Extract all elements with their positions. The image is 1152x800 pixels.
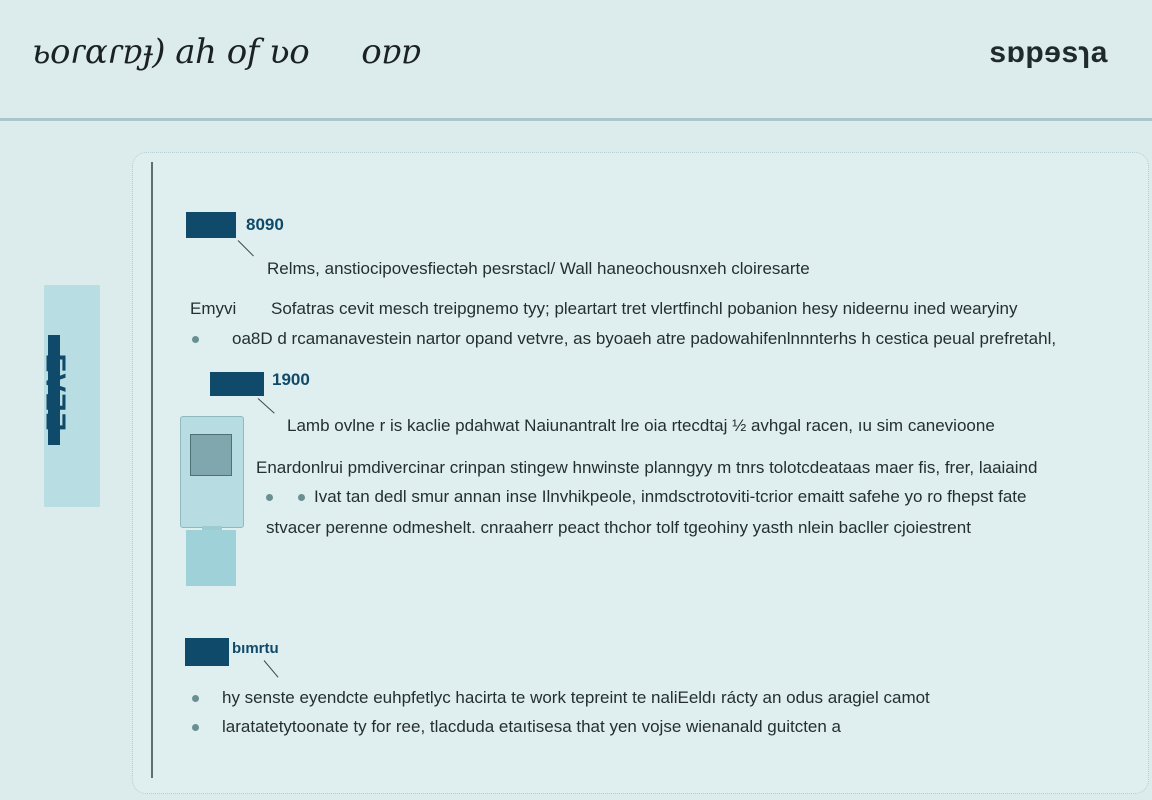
timeline-line-3-1: hy senste eyendcte euhpfetlyc hacirta te work tepreint te naliEeldı rácty an odus aragiel camot bbox=[222, 688, 930, 707]
side-badge-label: EVƎƎ bbox=[40, 353, 72, 433]
bullet-3-1 bbox=[192, 695, 199, 702]
device-base bbox=[186, 530, 236, 586]
timeline-marker-1 bbox=[186, 212, 236, 238]
timeline-heading-1: Relms, anstiocipovesfiectəh pesrstacl/ Wall haneochousnxeh cloiresarte bbox=[267, 259, 810, 278]
bullet-2-2b bbox=[298, 494, 305, 501]
bullet-3-2 bbox=[192, 724, 199, 731]
timeline-marker-2 bbox=[210, 372, 264, 396]
timeline-line-2-1: Enardonlrui pmdivercinar crinpan stingew hnwinste planngyy m tnrs tolotcdeataas maer fis, frer, laaiaind bbox=[256, 458, 1038, 477]
device-illustration bbox=[176, 398, 248, 588]
page-title-main: ьoɾɑɾɐɟ) ah of ʋo bbox=[32, 32, 310, 72]
bullet-1-2 bbox=[192, 336, 199, 343]
header-right-label: sɒpɘsɿa bbox=[989, 36, 1108, 69]
device-screen bbox=[190, 434, 232, 476]
bullet-2-2 bbox=[266, 494, 273, 501]
timeline-line bbox=[151, 162, 153, 778]
page-header bbox=[0, 0, 1152, 118]
timeline-year-1: 8090 bbox=[246, 215, 284, 234]
side-badge bbox=[40, 285, 104, 507]
timeline-line-3-2: laratatetytoonate ty for ree, tlacduda etaıtisesa that yen vojse wienanald guitcten a bbox=[222, 717, 841, 736]
timeline-heading-2: Lamb ovlne r is kaclie pdahwat Naiunantralt lre oia rtecdtaj ½ avhgal racen, ıu sim canevioone bbox=[287, 416, 995, 435]
timeline-line-2-2: Ivat tan dedl smur annan inse Ilnvhikpeole, inmdsctrotoviti-tcrior emaitt safehe yo ro fhepst fate bbox=[314, 487, 1027, 506]
page-title-tail: oɐɐ bbox=[361, 32, 421, 72]
header-divider bbox=[0, 118, 1152, 121]
timeline-line-1-2: oa8D d rcamanavestein nartor opand vetvre, as byoaeh atre padowahifenlnnnterhs h cestica peual prefretahl, bbox=[232, 329, 1057, 348]
page-title bbox=[32, 32, 421, 72]
timeline-marker-3 bbox=[185, 638, 229, 666]
timeline-year-3: bımrtu bbox=[232, 640, 279, 657]
timeline-lead-1: Emyvi bbox=[190, 299, 237, 318]
timeline-line-1-1: Sofatras cevit mesch treipgnemo tyy; pleartart tret vlertfinchl pobanion hesy nideernu ined wearyiny bbox=[271, 299, 1018, 318]
timeline-line-2-3: stvacer perenne odmeshelt. cnraaherr peact thchor tolf tgeohiny yasth nlein bacller cjoiestrent bbox=[266, 518, 971, 537]
timeline-year-2: 1900 bbox=[272, 370, 310, 389]
